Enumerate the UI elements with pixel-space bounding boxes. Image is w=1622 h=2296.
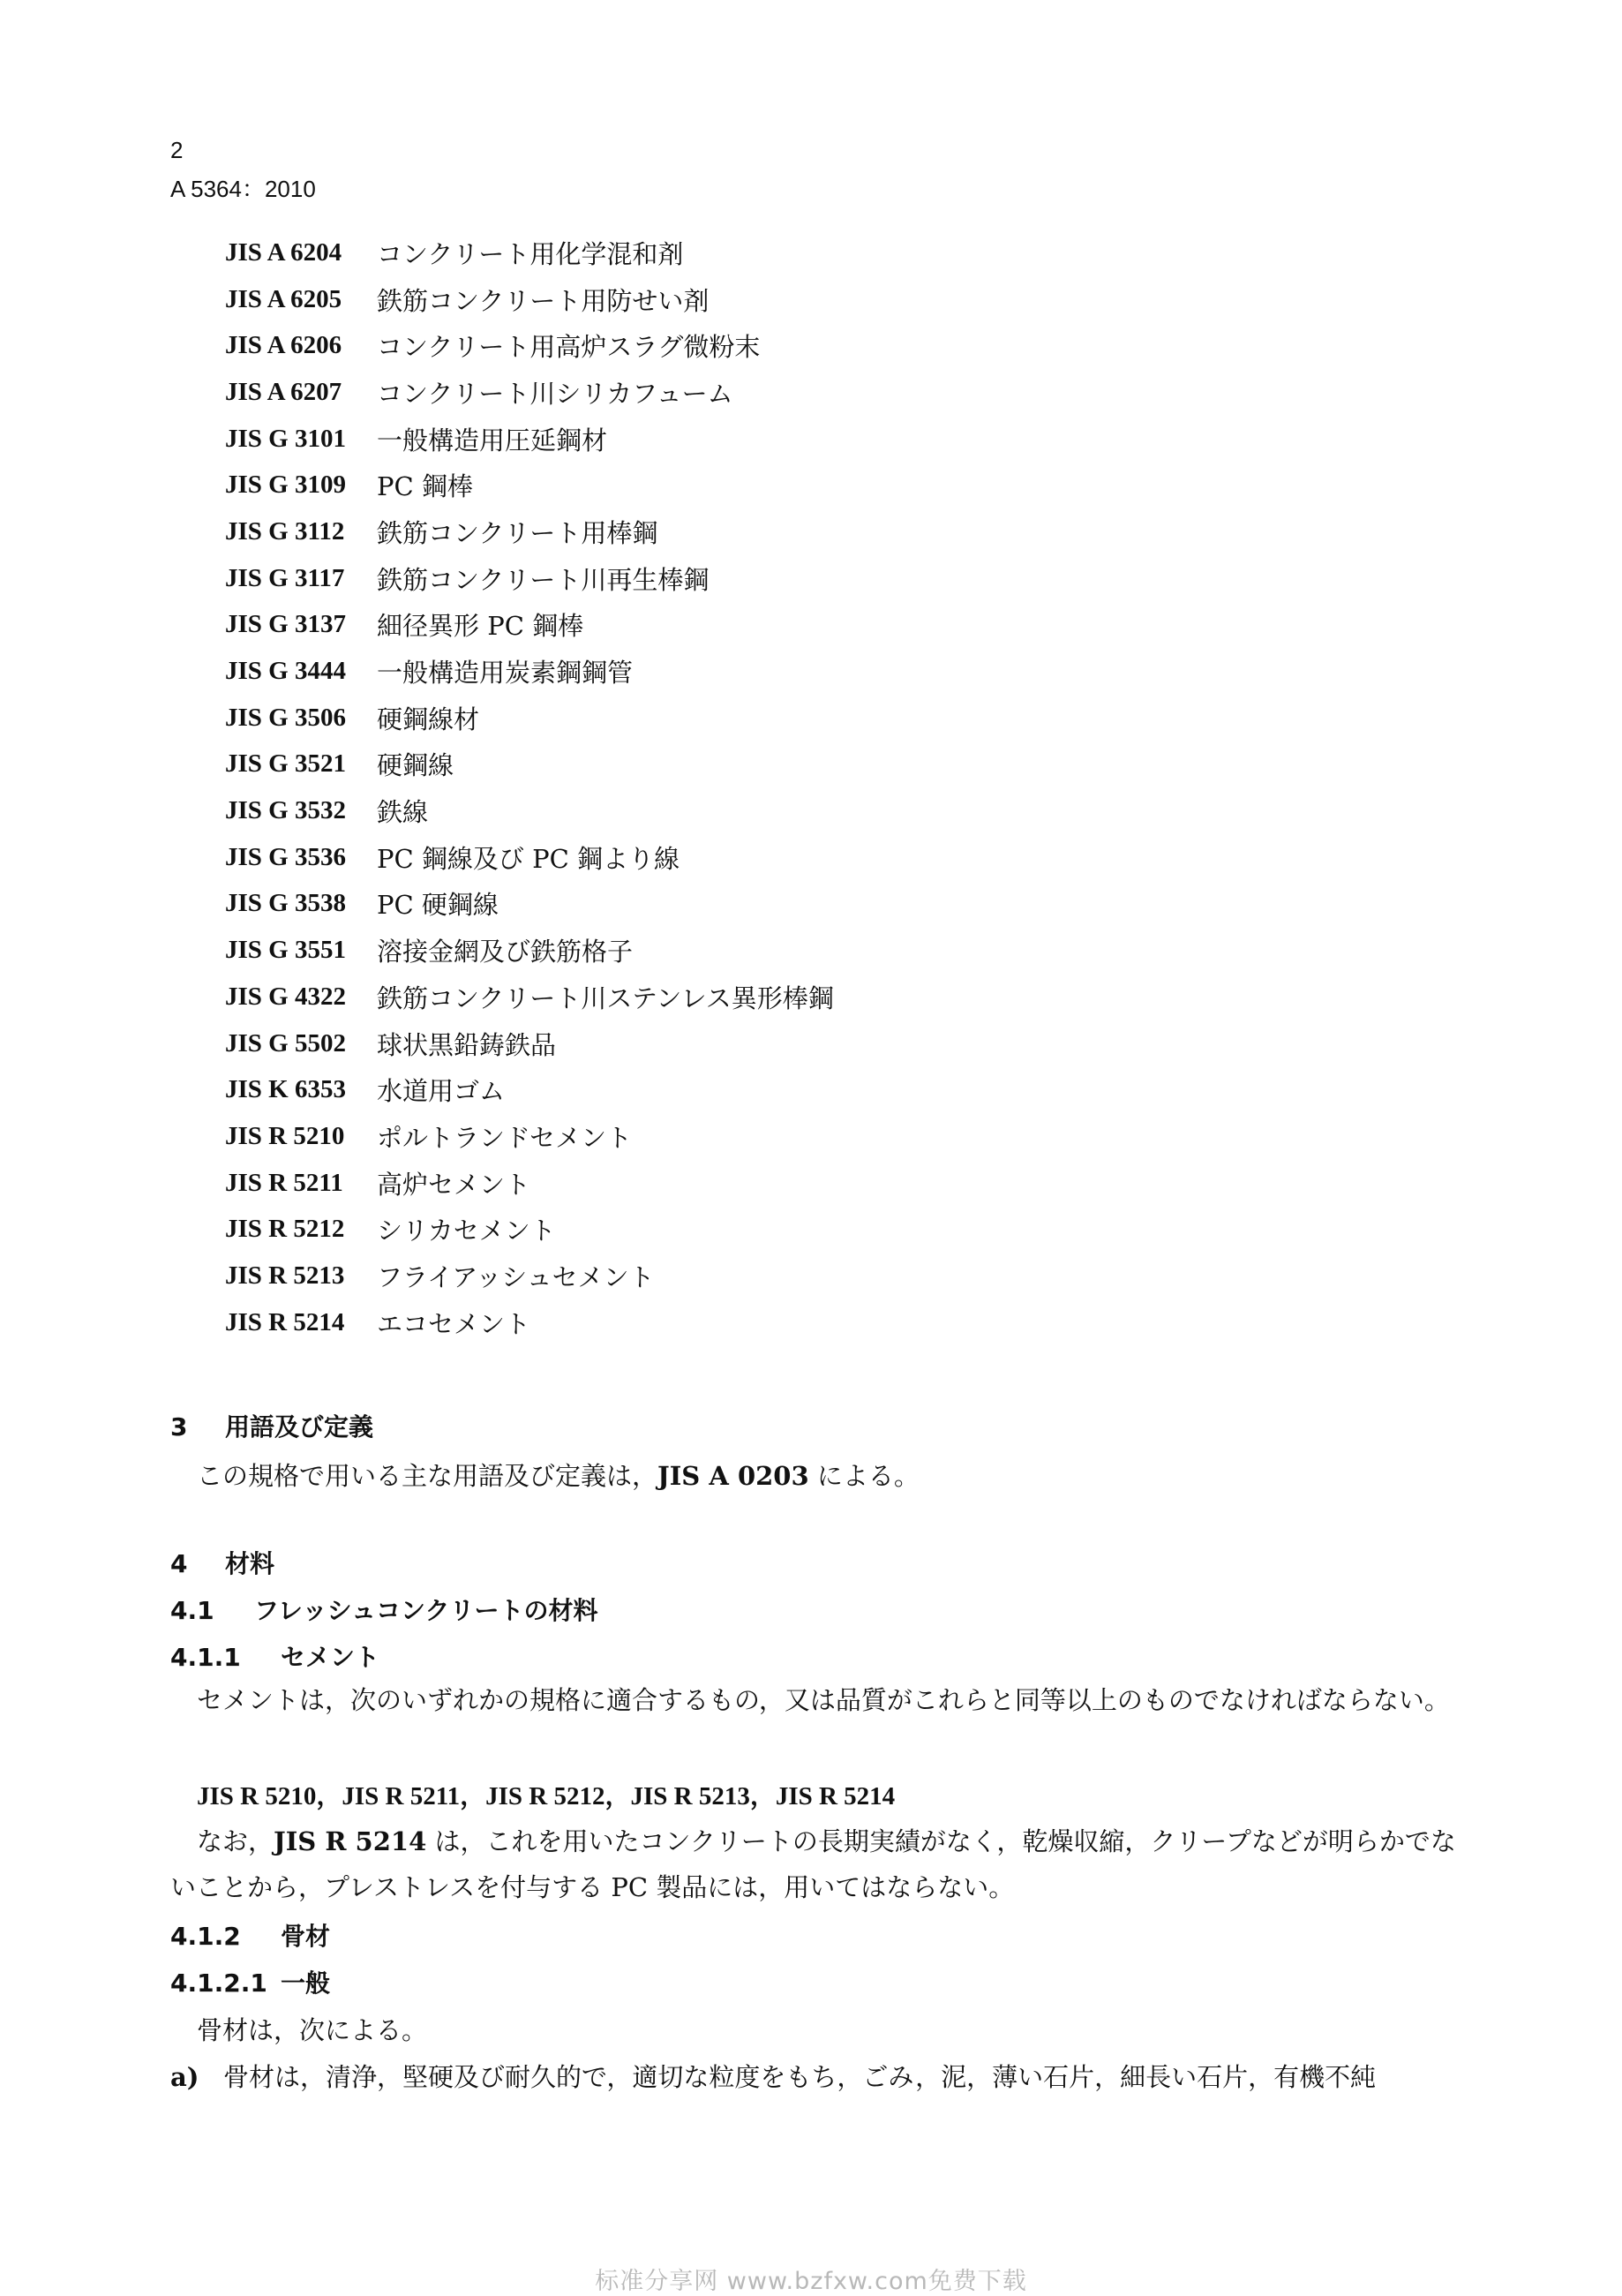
- section-3-text-before: この規格で用いる主な用語及び定義は，: [197, 1461, 658, 1491]
- reference-row: [225, 834, 834, 881]
- reference-code: JIS R 5210: [225, 1121, 345, 1150]
- section-3-number: 3: [170, 1412, 188, 1442]
- section-4-1-2-title: 骨材: [281, 1922, 331, 1951]
- section-4-1-2-1-number: 4.1.2.1: [170, 1969, 267, 1998]
- section-3-text: [197, 1457, 920, 1493]
- reference-code: JIS G 3532: [225, 796, 346, 825]
- reference-code: JIS R 5214: [225, 1307, 345, 1336]
- reference-title: PC 鋼線及び PC 鋼より線: [377, 843, 680, 874]
- reference-title: 高炉セメント: [377, 1169, 531, 1200]
- reference-title: エコセメント: [377, 1308, 531, 1339]
- reference-code: JIS G 3137: [225, 610, 346, 639]
- reference-title: 一般構造用圧延鋼材: [377, 425, 608, 455]
- reference-title: ポルトランドセメント: [377, 1122, 633, 1153]
- reference-row: [225, 508, 834, 555]
- section-4-1-2-1-title: 一般: [281, 1969, 331, 1998]
- cement-para2-ref: JIS R 5214: [274, 1826, 427, 1856]
- section-3-title: 用語及び定義: [225, 1412, 374, 1442]
- aggregate-item-a: [170, 2058, 1376, 2094]
- reference-code: JIS G 3101: [225, 424, 346, 453]
- item-a-label: a): [170, 2062, 199, 2092]
- section-4-number: 4: [170, 1549, 188, 1578]
- reference-row: [225, 322, 834, 369]
- reference-code: JIS G 3444: [225, 657, 346, 686]
- section-3-ref: JIS A 0203: [657, 1461, 809, 1491]
- section-4-1-heading: [170, 1592, 597, 1627]
- reference-row: [225, 1020, 834, 1067]
- reference-row: [225, 1066, 834, 1113]
- cement-paragraph-1: セメントは，次のいずれかの規格に適合するもの，又は品質がこれらと同等以上のものでなければならない。: [197, 1685, 1450, 1715]
- reference-title: PC 鋼棒: [377, 471, 473, 502]
- section-4-1-2-1-heading: [170, 1964, 330, 1999]
- reference-code: JIS G 3112: [225, 516, 345, 546]
- reference-title: 一般構造用炭素鋼鋼管: [377, 658, 634, 689]
- section-4-1-2-number: 4.1.2: [170, 1922, 241, 1951]
- page-number: 2: [170, 137, 184, 163]
- reference-code: JIS A 6204: [225, 237, 342, 267]
- reference-title: コンクリート川シリカフューム: [377, 378, 733, 409]
- reference-code: JIS A 6205: [225, 284, 342, 313]
- reference-title: 鉄筋コンクリート川再生棒鋼: [377, 564, 710, 595]
- section-4-1-2-heading: [170, 1917, 330, 1953]
- reference-code: JIS G 5502: [225, 1028, 346, 1058]
- standard-id: A 5364：2010: [170, 176, 316, 202]
- reference-code: JIS G 3109: [225, 470, 346, 500]
- reference-row: [225, 276, 834, 323]
- reference-row: [225, 648, 834, 695]
- reference-title: 硬鋼線: [377, 750, 454, 781]
- reference-title: 球状黒鉛鋳鉄品: [377, 1029, 557, 1060]
- reference-row: [225, 1113, 834, 1160]
- reference-title: 溶接金網及び鉄筋格子: [377, 937, 634, 967]
- reference-code: JIS G 3538: [225, 889, 346, 918]
- item-a-text: 骨材は，清浄，堅硬及び耐久的で，適切な粒度をもち，ごみ，泥，薄い石片，細長い石片，有機不純: [223, 2062, 1377, 2092]
- reference-row: [225, 416, 834, 463]
- reference-row: [225, 695, 834, 741]
- reference-title: 硬鋼線材: [377, 704, 480, 734]
- reference-title: 細径異形 PC 鋼棒: [377, 611, 584, 642]
- section-4-1-title: フレッシュコンクリートの材料: [254, 1596, 598, 1625]
- reference-row: [225, 462, 834, 508]
- reference-title: 鉄筋コンクリート用棒鋼: [377, 517, 658, 548]
- reference-code: JIS G 3117: [225, 563, 345, 592]
- reference-code: JIS R 5212: [225, 1215, 345, 1244]
- cement-para2-after: は，これを用いたコンクリートの長期実績がなく，乾燥収縮，クリープなどが明らかでないことから，プレストレスを付与する PC 製品には，用いてはならない。: [170, 1826, 1456, 1902]
- section-4-heading: [170, 1545, 274, 1580]
- section-4-title: 材料: [225, 1549, 275, 1578]
- section-4-1-1-title: セメント: [281, 1643, 380, 1672]
- reference-row: [225, 369, 834, 416]
- reference-title: 鉄線: [377, 797, 429, 828]
- reference-title: コンクリート用化学混和剤: [377, 238, 684, 269]
- reference-row: [225, 555, 834, 602]
- reference-row: [225, 927, 834, 974]
- section-4-1-1-heading: [170, 1638, 379, 1674]
- reference-row: [225, 1299, 834, 1346]
- reference-code: JIS R 5211: [225, 1168, 343, 1197]
- section-4-1-1-number: 4.1.1: [170, 1643, 241, 1672]
- reference-code: JIS K 6353: [225, 1075, 346, 1104]
- reference-row: [225, 787, 834, 834]
- reference-title: フライアッシュセメント: [377, 1261, 655, 1292]
- reference-code: JIS A 6207: [225, 377, 342, 406]
- cement-paragraph-2: [170, 1818, 1459, 1910]
- aggregate-intro: 骨材は，次による。: [197, 2015, 428, 2045]
- reference-title: 鉄筋コンクリート川ステンレス異形棒鋼: [377, 982, 834, 1013]
- reference-row: [225, 602, 834, 649]
- page-header: [170, 131, 316, 208]
- reference-row: [225, 974, 834, 1020]
- cement-standards-list: JIS R 5210，JIS R 5211，JIS R 5212，JIS R 5213，JIS R 5214: [197, 1782, 896, 1810]
- reference-code: JIS G 3551: [225, 936, 346, 965]
- reference-title: コンクリート用高炉スラグ微粉末: [377, 332, 761, 363]
- reference-code: JIS G 4322: [225, 982, 346, 1011]
- reference-title: PC 硬鋼線: [377, 890, 499, 921]
- reference-row: [225, 1160, 834, 1207]
- reference-code: JIS R 5213: [225, 1261, 345, 1290]
- reference-title: 水道用ゴム: [377, 1076, 506, 1107]
- section-4-1-number: 4.1: [170, 1596, 214, 1625]
- reference-code: JIS G 3536: [225, 842, 346, 871]
- section-3-heading: [170, 1408, 373, 1443]
- section-3-text-after: による。: [808, 1461, 920, 1491]
- reference-code: JIS G 3521: [225, 749, 346, 779]
- reference-code: JIS A 6206: [225, 331, 342, 360]
- reference-row: [225, 1206, 834, 1253]
- reference-title: シリカセメント: [377, 1216, 556, 1246]
- reference-row: [225, 881, 834, 928]
- normative-references-list: [225, 230, 834, 1346]
- reference-row: [225, 1253, 834, 1299]
- footer-watermark: 标准分享网 www.bzfxw.com免费下载: [595, 2268, 1027, 2295]
- reference-title: 鉄筋コンクリート用防せい剤: [377, 285, 710, 316]
- reference-row: [225, 741, 834, 788]
- reference-row: [225, 230, 834, 276]
- reference-code: JIS G 3506: [225, 703, 346, 732]
- cement-para2-before: なお，: [197, 1826, 274, 1856]
